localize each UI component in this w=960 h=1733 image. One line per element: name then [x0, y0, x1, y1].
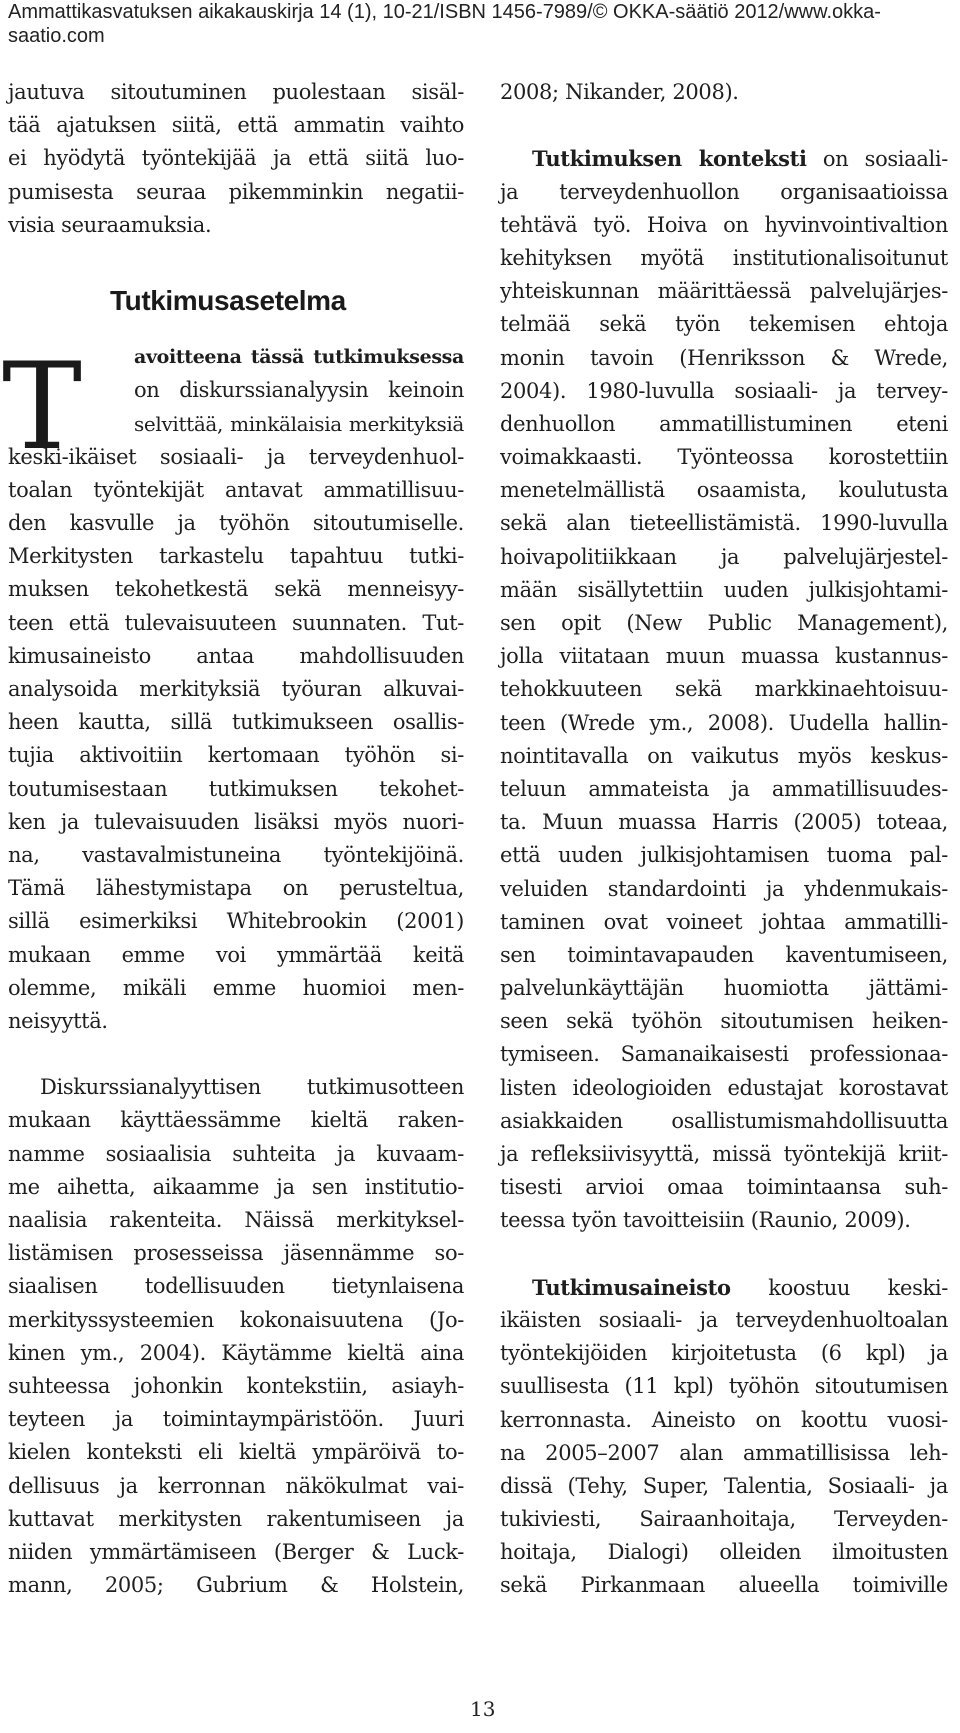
text-line: taminen ovat voineet johtaa ammatilli- [500, 909, 948, 934]
text-line: että uuden julkisjohtamisen tuoma pal- [500, 843, 948, 868]
text-line: analysoida merkityksiä työuran alkuvai- [8, 677, 464, 701]
text-line: merkityssysteemien kokonaisuutena (Jo- [8, 1307, 464, 1332]
paragraph-lead-rest: koostuu keski- [730, 1275, 948, 1300]
right-column [500, 76, 948, 1603]
text-line: Merkitysten tarkastelu tapahtuu tutki- [8, 544, 464, 569]
text-line: tehokkuuteen sekä markkinaehtoisuu- [500, 677, 948, 702]
text-line: suhteessa johonkin kontekstiin, asiayh- [8, 1373, 464, 1398]
paragraph-lead-rest: on sosiaali- [806, 147, 948, 172]
drop-cap: T [2, 338, 83, 477]
text-line: teen (Wrede ym., 2008). Uudella hallin- [500, 710, 948, 735]
text-line: kuttavat merkitysten rakentumiseen ja [8, 1506, 464, 1531]
text-line: me aihetta, aikaamme ja sen institutio- [8, 1174, 464, 1199]
text-line: kehityksen myötä institutionalisoitunut [500, 245, 948, 270]
text-line: Diskurssianalyyttisen tutkimusotteen [40, 1075, 464, 1100]
text-line: tukiviesti, Sairaanhoitaja, Terveyden- [500, 1507, 948, 1532]
text-line: siaalisen todellisuuden tietynlaisena [8, 1274, 464, 1299]
text-line: työntekijöiden kirjoitetusta (6 kpl) ja [500, 1341, 948, 1366]
text-line: sillä esimerkiksi Whitebrookin (2001) [8, 909, 464, 934]
text-line: mann, 2005; Gubrium & Holstein, [8, 1573, 464, 1598]
text-line: naalisia rakenteita. Näissä merkityksel- [8, 1208, 464, 1232]
text-line: ei hyödytä työntekijää ja että siitä luo- [8, 146, 464, 171]
intro-paragraph [8, 76, 464, 242]
text-line: mukaan emme voi ymmärtää keitä [8, 942, 464, 967]
text-line: kerronnasta. Aineisto on koottu vuosi- [500, 1407, 948, 1432]
text-line: ikäisten sosiaali- ja terveydenhuoltoalan [500, 1307, 948, 1332]
drop-paragraph-lead: avoitteena tässä tutkimuksessa [134, 346, 464, 369]
paragraph-material [500, 1271, 948, 1603]
text-line: tymiseen. Samanaikaisesti professionaa- [500, 1042, 948, 1067]
running-header [8, 0, 958, 48]
text-line: hoitaja, Dialogi) olleiden ilmoitusten [500, 1540, 948, 1565]
text-line: niiden ymmärtämiseen (Berger & Luck- [8, 1539, 464, 1564]
text-line: ta. Muun muassa Harris (2005) toteaa, [500, 810, 948, 835]
text-line: tehtävä työ. Hoiva on hyvinvointivaltion [500, 212, 948, 237]
left-column [8, 76, 464, 1602]
paragraph-discourse [8, 1071, 464, 1602]
text-line: kimusaineisto antaa mahdollisuuden [8, 643, 464, 668]
text-line: ken ja tulevaisuuden lisäksi myös nuori- [8, 809, 464, 834]
text-line [500, 1271, 948, 1304]
text-line: jautuva sitoutuminen puolestaan sisäl- [8, 80, 464, 104]
spacer [500, 1238, 948, 1271]
text-line: kielen konteksti eli kieltä ympäröivä to- [8, 1440, 464, 1465]
text-line: palvelunkäyttäjän huomiotta jättämi- [500, 976, 948, 1001]
text-line: yhteiskunnan määrittäessä palvelujärjes- [500, 279, 948, 304]
section-heading: Tutkimusasetelma [110, 285, 346, 317]
text-line: teluun ammateista ja ammatillisuudes- [500, 776, 948, 801]
text-line: pumisesta seuraa pikemminkin negatii- [8, 179, 464, 204]
text-line: teessa työn tavoitteisiin (Raunio, 2009). [500, 1208, 911, 1233]
text-line: monin tavoin (Henriksson & Wrede, [500, 345, 948, 370]
paragraph-lead-bold: Tutkimusaineisto [532, 1274, 731, 1300]
spacer [500, 109, 948, 142]
text-line: tujia aktivoitiin kertomaan työhön si- [8, 743, 464, 768]
text-line: 2004). 1980-luvulla sosiaali- ja tervey- [500, 378, 948, 403]
text-line: suullisesta (11 kpl) työhön sitoutumisen [500, 1374, 948, 1399]
text-line: den kasvulle ja työhön sitoutumiselle. [8, 511, 464, 536]
text-line: keski-ikäiset sosiaali- ja terveydenhuol- [8, 444, 464, 469]
text-line: sekä alan tieteellistämistä. 1990-luvulla [500, 511, 948, 536]
text-line: sen opit (New Public Management), [500, 611, 948, 635]
text-line: mään sisällytettiin uuden julkisjohtami- [500, 577, 948, 602]
text-line: menetelmällistä osaamista, koulutusta [500, 478, 948, 503]
text-line: seen sekä työhön sitoutumisen heiken- [500, 1009, 948, 1034]
running-header-line-1: Ammattikasvatuksen aikakauskirja 14 (1), 10-21/ISBN 1456-7989/© OKKA-säätiö 2012/www.okka- [8, 1, 881, 23]
text-line: namme sosiaalisia suhteita ja kuvaam- [8, 1141, 464, 1166]
text-line: neisyyttä. [8, 1008, 108, 1033]
page-number: 13 [470, 1697, 496, 1721]
text-line: kinen ym., 2004). Käytämme kieltä aina [8, 1340, 464, 1365]
text-line: tää ajatuksen siitä, että ammatin vaihto [8, 113, 464, 138]
text-line: hoivapolitiikkaan ja palvelujärjestel- [500, 544, 948, 569]
text-line: veluiden standardointi ja yhdenmukais- [500, 876, 948, 901]
text-line: ja refleksiivisyyttä, missä työntekijä kriit- [500, 1142, 948, 1166]
text-line: ja terveydenhuollon organisaatioissa [500, 179, 948, 204]
text-line: tisesti arvioi omaa toimintaansa suh- [500, 1175, 948, 1200]
text-line: mukaan käyttäessämme kieltä raken- [8, 1108, 464, 1133]
text-line: dissä (Tehy, Super, Talentia, Sosiaali- ja [500, 1473, 948, 1498]
paragraph-context [500, 142, 948, 1237]
text-line [500, 142, 948, 175]
text-line: na 2005–2007 alan ammatillisissa leh- [500, 1440, 948, 1465]
text-line: na, vastavalmistuneina työntekijöinä. [8, 842, 464, 867]
running-header-line-2: saatio.com [8, 25, 105, 47]
text-line: muksen tekohetkestä sekä menneisyy- [8, 577, 464, 602]
text-line: listämisen prosesseissa jäsennämme so- [8, 1241, 464, 1266]
text-line: on diskurssianalyysin keinoin [134, 378, 464, 403]
text-line: denhuollon ammatillistuminen eteni [500, 411, 948, 436]
text-line: visia seuraamuksia. [8, 212, 212, 237]
text-line: sen toimintavapauden kaventumiseen, [500, 942, 948, 967]
text-line: selvittää, minkälaisia merkityksiä [134, 411, 464, 436]
text-line: toutumisestaan tutkimuksen tekohet- [8, 776, 464, 801]
text-line: olemme, mikäli emme huomioi men- [8, 975, 464, 1000]
text-line: dellisuus ja kerronnan näkökulmat vai- [8, 1473, 464, 1498]
text-line: heen kautta, sillä tutkimukseen osallis- [8, 710, 464, 735]
text-line: voimakkaasti. Työnteossa korostettiin [500, 445, 948, 470]
spacer [8, 1038, 464, 1071]
text-line: listen ideologioiden edustajat korostavat [500, 1075, 948, 1100]
text-line: 2008; Nikander, 2008). [500, 80, 739, 104]
text-line: jolla viitataan muun muassa kustannus- [500, 644, 948, 669]
text-line: telmää sekä työn tekemisen ehtoja [500, 312, 948, 337]
paragraph-lead-bold: Tutkimuksen konteksti [532, 146, 807, 172]
text-line: asiakkaiden osallistumismahdollisuutta [500, 1108, 948, 1133]
text-line: nointitavalla on vaikutus myös keskus- [500, 743, 948, 768]
text-line: teen että tulevaisuuteen suunnaten. Tut- [8, 610, 464, 635]
text-line: sekä Pirkanmaan alueella toimiville [500, 1573, 948, 1598]
spacer [8, 242, 464, 275]
text-line: teyteen ja toimintaympäristöön. Juuri [8, 1407, 464, 1432]
text-line: Tämä lähestymistapa on perusteltua, [8, 876, 464, 901]
text-line: toalan työntekijät antavat ammatillisuu- [8, 477, 464, 502]
